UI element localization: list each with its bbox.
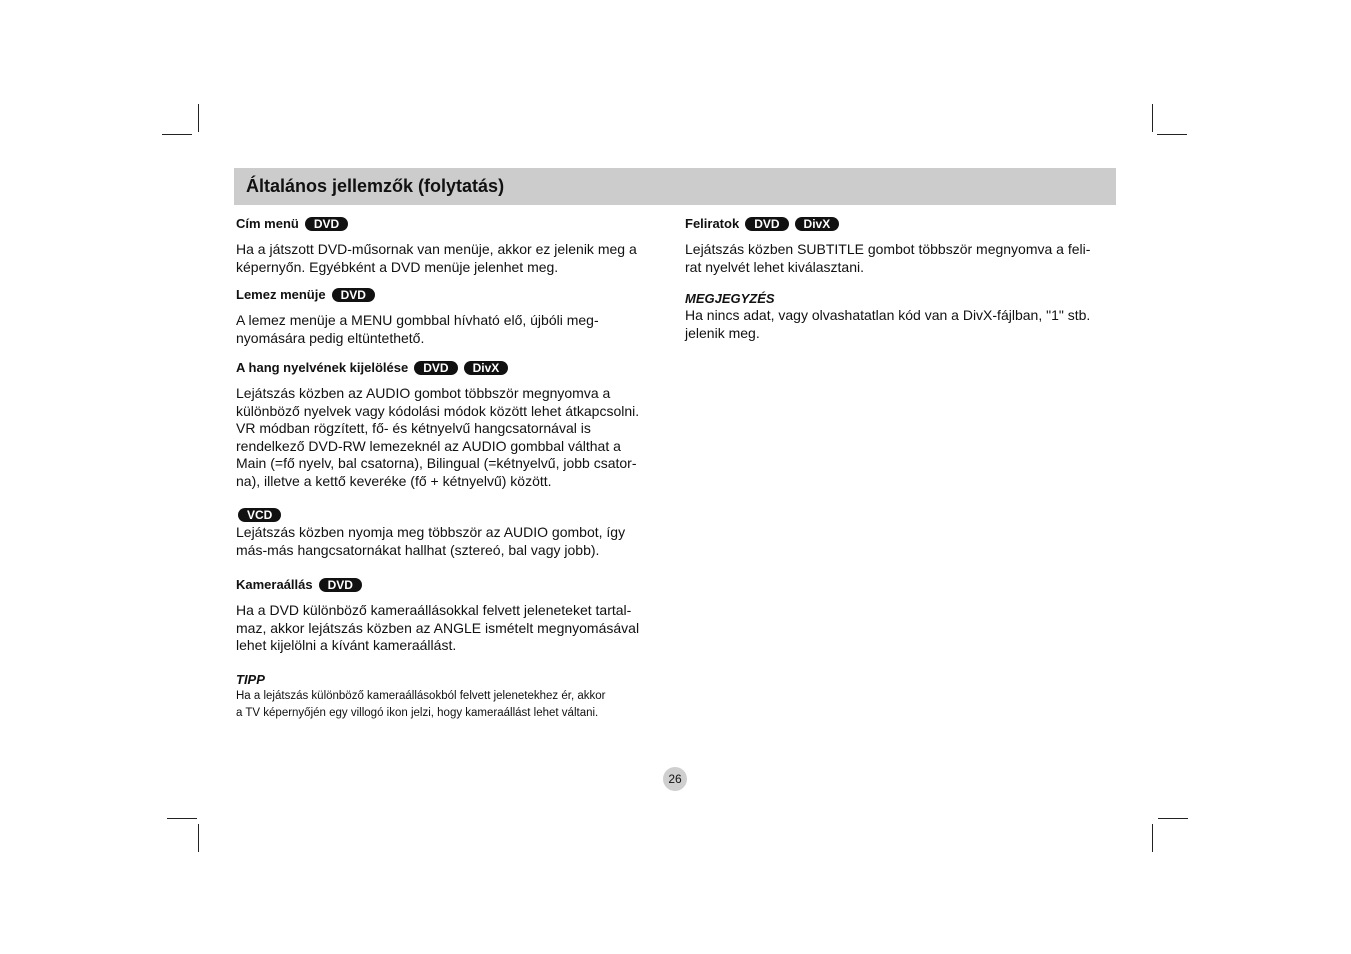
tip-text [236, 688, 666, 723]
page-header-bar [234, 168, 1116, 205]
note-title: MEGJEGYZÉS [685, 291, 775, 306]
section-heading-subtitles [685, 215, 1115, 233]
crop-mark [198, 104, 199, 132]
text-line: más-más hangcsatornákat hallhat (sztereó, bal vagy jobb). [236, 541, 600, 558]
paragraph [236, 602, 666, 655]
dvd-badge: DVD [319, 578, 362, 592]
page-title: Általános jellemzők (folytatás) [246, 176, 505, 196]
text-line: Main (=fő nyelv, bal csatorna), Bilingual (=kétnyelvű, jobb csator- [236, 455, 637, 471]
section-heading-vcd [236, 508, 666, 522]
crop-mark [198, 824, 199, 852]
text-line: A lemez menüje a MENU gombbal hívható elő, újbóli meg- [236, 312, 599, 328]
dvd-badge: DVD [332, 288, 375, 302]
heading-text: Feliratok [685, 216, 740, 231]
left-column [236, 215, 666, 723]
section-heading-audio-language [236, 359, 666, 377]
crop-mark [1157, 134, 1187, 135]
text-line: VR módban rögzített, fő- és kétnyelvű hangcsatornával is [236, 420, 591, 436]
text-line: Lejátszás közben az AUDIO gombot többször megnyomva a [236, 385, 611, 401]
crop-mark [162, 134, 192, 135]
dvd-badge: DVD [305, 217, 348, 231]
text-line: rendelkező DVD-RW lemezeknél az AUDIO gombbal válthat a [236, 437, 621, 454]
paragraph [236, 385, 666, 490]
text-line: maz, akkor lejátszás közben az ANGLE ismételt megnyomásával [236, 619, 640, 636]
text-line: Ha a játszott DVD-műsornak van menüje, akkor ez jelenik meg a [236, 241, 637, 257]
crop-mark [1158, 818, 1188, 819]
text-line: Ha nincs adat, vagy olvashatatlan kód van a DivX-fájlban, "1" stb. [685, 307, 1091, 323]
heading-text: Cím menü [236, 216, 299, 231]
paragraph [236, 241, 666, 276]
heading-text: Lemez menüje [236, 287, 326, 302]
crop-mark [1152, 104, 1153, 132]
section-heading-camera-angle [236, 576, 666, 594]
dvd-badge: DVD [414, 361, 457, 375]
heading-text: Kameraállás [236, 577, 313, 592]
crop-mark [1152, 824, 1153, 852]
paragraph [236, 524, 666, 559]
text-line: lehet kijelölni a kívánt kameraállást. [236, 637, 457, 653]
text-line: na), illetve a kettő keveréke (fő + kétnyelvű) között. [236, 472, 552, 489]
vcd-badge: VCD [238, 508, 281, 522]
right-column [685, 215, 1115, 342]
section-heading-disc-menu [236, 286, 666, 304]
dvd-badge: DVD [745, 217, 788, 231]
text-line: különböző nyelvek vagy kódolási módok között lehet átkapcsolni. [236, 402, 640, 419]
text-line: rat nyelvét lehet kiválasztani. [685, 258, 864, 275]
text-line: jelenik meg. [685, 324, 760, 341]
section-heading-title-menu [236, 215, 666, 233]
divx-badge: DivX [464, 361, 509, 375]
paragraph [236, 312, 666, 347]
text-line: a TV képernyőjén egy villogó ikon jelzi, hogy kameraállást lehet váltani. [236, 707, 599, 719]
heading-text: A hang nyelvének kijelölése [236, 360, 409, 375]
divx-badge: DivX [795, 217, 840, 231]
text-line: képernyőn. Egyébként a DVD menüje jelenhet meg. [236, 258, 559, 275]
text-line: Lejátszás közben SUBTITLE gombot többször megnyomva a feli- [685, 241, 1091, 257]
text-line: nyomására pedig eltüntethető. [236, 329, 425, 346]
page-number: 26 [663, 767, 687, 791]
note-text [685, 307, 1115, 342]
paragraph [685, 241, 1115, 276]
text-line: Ha a lejátszás különböző kameraállásokból felvett jelenetekhez ér, akkor [236, 689, 606, 702]
tip-title: TIPP [236, 671, 265, 687]
crop-mark [167, 818, 197, 819]
text-line: Lejátszás közben nyomja meg többször az AUDIO gombot, így [236, 524, 626, 540]
text-line: Ha a DVD különböző kameraállásokkal felvett jeleneteket tartal- [236, 602, 632, 618]
